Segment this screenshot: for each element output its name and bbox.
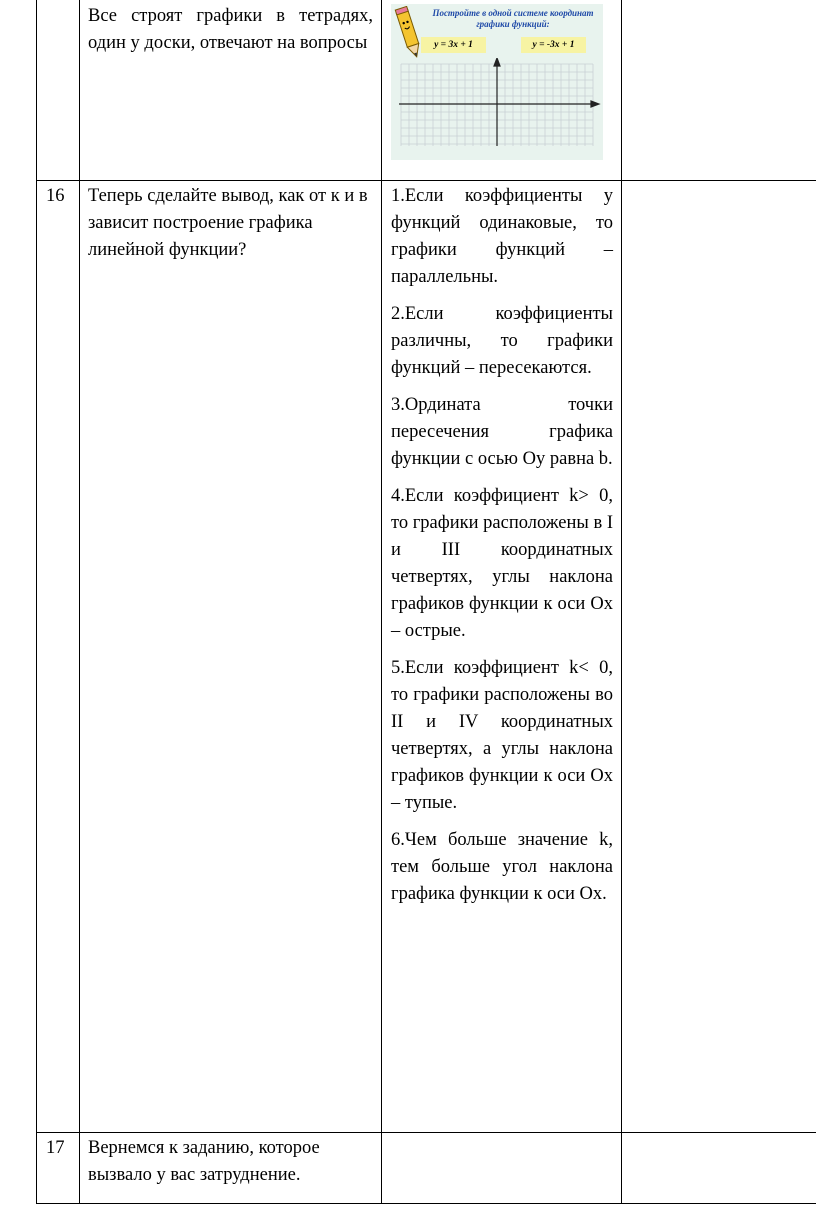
answer-1: 1.Если коэффициенты у функций одинаковые, то графики функций – параллельны. — [391, 186, 613, 287]
coordinate-grid — [391, 58, 603, 158]
column-divider — [381, 0, 382, 1204]
row-17-question: Вернемся к заданию, которое вызвало у вас затруднение. — [88, 1138, 320, 1185]
row-16-answers — [391, 183, 613, 918]
row-17-number: 17 — [46, 1138, 65, 1158]
table-bottom-border — [36, 1203, 816, 1204]
answer-5: 5.Если коэффициент k< 0, то графики расположены во II и IV координатных четвертях, а углы наклона графиков функции к оси Ох – тупые. — [391, 658, 613, 813]
row-16-question: Теперь сделайте вывод, как от к и в зависит построение графика линейной функции? — [88, 186, 368, 260]
answer-2: 2.Если коэффициенты различны, то графики функций – пересекаются. — [391, 304, 613, 378]
equation-2: y = -3x + 1 — [521, 37, 586, 53]
row-divider — [36, 180, 816, 181]
row-16-number: 16 — [46, 186, 65, 206]
row-divider — [36, 1132, 816, 1133]
task-image — [391, 4, 603, 160]
column-divider — [79, 0, 80, 1204]
pencil-icon — [394, 6, 424, 60]
table-left-border — [36, 0, 37, 1204]
column-divider — [621, 0, 622, 1204]
task-title: Постройте в одной системе координат графики функций: — [432, 8, 594, 29]
answer-4: 4.Если коэффициент k> 0, то графики расположены в I и III координатных четвертях, углы наклона графиков функции к оси Ох – острые. — [391, 486, 613, 641]
answer-3: 3.Ордината точки пересечения графика функции с осью Оу равна b. — [391, 395, 613, 469]
equation-1: y = 3x + 1 — [421, 37, 486, 53]
answer-6: 6.Чем больше значение k, тем больше угол наклона графика функции к оси Ох. — [391, 830, 613, 904]
row-1-question: Все строят графики в тетрадях, один у доски, отвечают на вопросы — [88, 6, 373, 53]
